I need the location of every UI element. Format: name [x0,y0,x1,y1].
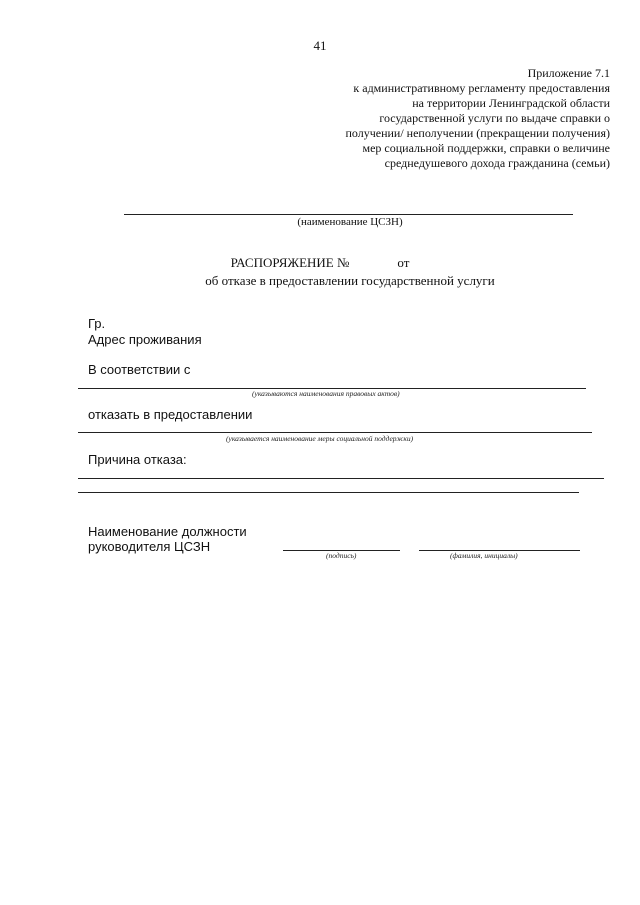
refusal-reason-label: Причина отказа: [88,452,187,467]
accordance-label: В соответствии с [88,362,191,377]
order-title [0,255,640,271]
page-number: 41 [313,38,327,53]
appendix-line: получении/ неполучении (прекращении получения) [345,126,610,140]
support-measure-caption: (указывается наименование меры социальной поддержки) [226,434,414,443]
appendix-header [345,66,610,171]
appendix-line: к административному регламенту предоставления [353,81,610,95]
appendix-line: Приложение 7.1 [527,66,610,80]
appendix-line: на территории Ленинградской области [412,96,610,110]
support-measure-line [78,432,592,433]
appendix-line: государственной услуги по выдаче справки о [379,111,610,125]
appendix-line: среднедушевого дохода гражданина (семьи) [384,156,610,170]
citizen-label: Гр. [88,316,106,331]
order-subtitle: об отказе в предоставлении государственной услуги [205,273,495,288]
address-label: Адрес проживания [88,332,202,347]
position-title-label: руководителя ЦСЗН [88,539,211,554]
signature-caption: (подпись) [326,551,357,560]
order-date-label: от [397,255,410,270]
full-name-caption: (фамилия, инициалы) [450,551,518,560]
refusal-reason-line [78,478,604,479]
appendix-line: мер социальной поддержки, справки о величине [362,141,610,155]
org-name-caption: (наименование ЦСЗН) [297,216,403,228]
refuse-label: отказать в предоставлении [88,407,253,422]
legal-acts-caption: (указываются наименования правовых актов) [252,389,400,398]
position-title-label: Наименование должности [88,524,247,539]
order-title-text: РАСПОРЯЖЕНИЕ № [230,255,350,270]
refusal-reason-line [78,492,579,493]
org-name-line [124,214,573,215]
